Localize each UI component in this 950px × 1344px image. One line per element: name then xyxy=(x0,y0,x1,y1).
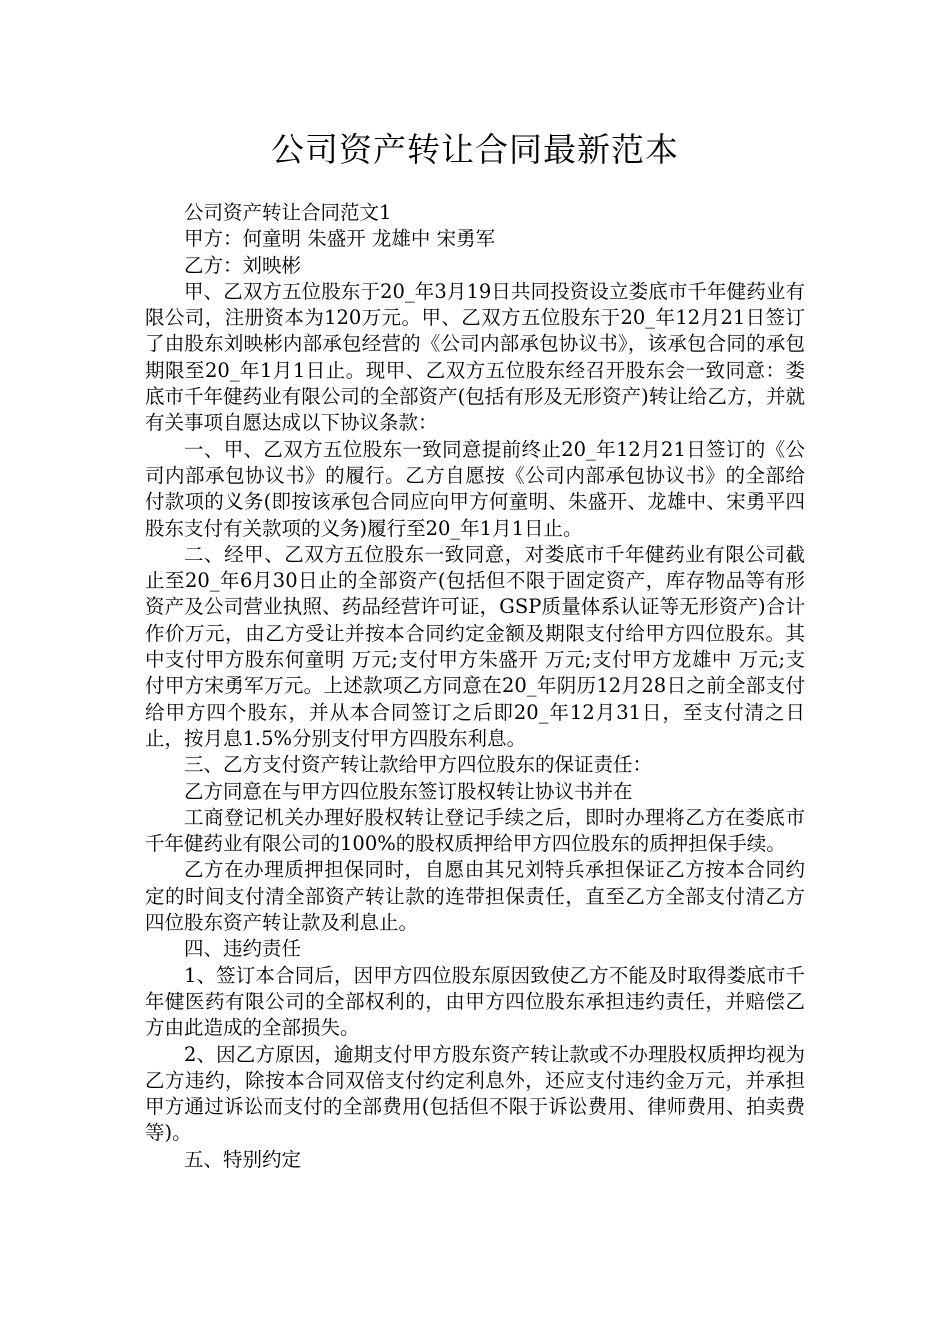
paragraph-clause-4-heading: 四、违约责任 xyxy=(184,937,302,961)
paragraph-breach-2: 2、因乙方原因，逾期支付甲方股东资产转让款或不办理股权质押均视为乙方违约，除按本合同双倍支付约定利息外，还应支付违约金万元，并承担甲方通过诉讼而支付的全部费用(包括但不限于诉讼费用、律师费用、拍卖费等)。 xyxy=(145,1042,805,1145)
paragraph-clause-2: 二、经甲、乙双方五位股东一致同意，对娄底市千年健药业有限公司截止至20_年6月30日止的全部资产(包括但不限于固定资产，库存物品等有形资产及公司营业执照、药品经营许可证，GSP质量体系认证等无形资产)合计作价万元，由乙方受让并按本合同约定金额及期限支付给甲方四位股东。其中支付甲方股东何童明 万元;支付甲方朱盛开 万元;支付甲方龙雄中 万元;支付甲方宋勇军万元。上述款项乙方同意在20_年阴历12月28日之前全部支付给甲方四个股东，并从本合同签订之后即20_年12月31日，至支付清之日止，按月息1.5%分别支付甲方四股东利息。 xyxy=(145,542,805,750)
paragraph-clause-3-line-2: 工商登记机关办理好股权转让登记手续之后，即时办理将乙方在娄底市千年健药业有限公司的100%的股权质押给甲方四位股东的质押担保手续。 xyxy=(145,805,805,856)
paragraph-party-b: 乙方：刘映彬 xyxy=(184,253,302,277)
paragraph-clause-5-heading: 五、特别约定 xyxy=(184,1147,302,1171)
paragraph-guarantee: 乙方在办理质押担保同时，自愿由其兄刘特兵承担保证乙方按本合同约定的时间支付清全部资产转让款的连带担保责任，直至乙方全部支付清乙方四位股东资产转让款及利息止。 xyxy=(145,858,805,935)
paragraph-sample-heading: 公司资产转让合同范文1 xyxy=(184,201,392,224)
paragraph-clause-3-line-1: 乙方同意在与甲方四位股东签订股权转让协议书并在 xyxy=(184,779,633,803)
document-title: 公司资产转让合同最新范本 xyxy=(271,130,679,169)
paragraph-preamble: 甲、乙双方五位股东于20_年3月19日共同投资设立娄底市千年健药业有限公司，注册资本为120万元。甲、乙双方五位股东于20_年12月21日签订了由股东刘映彬内部承包经营的《公司内部承包协议书》，该承包合同的承包期限至20_年1月1日止。现甲、乙双方五位股东经召开股东会一致同意：娄底市千年健药业有限公司的全部资产(包括有形及无形资产)转让给乙方，并就有关事项自愿达成以下协议条款： xyxy=(145,279,805,435)
paragraph-clause-3-heading: 三、乙方支付资产转让款给甲方四位股东的保证责任： xyxy=(184,753,653,777)
paragraph-breach-1: 1、签订本合同后，因甲方四位股东原因致使乙方不能及时取得娄底市千年健医药有限公司的全部权利的，由甲方四位股东承担违约责任，并赔偿乙方由此造成的全部损失。 xyxy=(145,963,805,1040)
paragraph-clause-1: 一、甲、乙双方五位股东一致同意提前终止20_年12月21日签订的《公司内部承包协议书》的履行。乙方自愿按《公司内部承包协议书》的全部给付款项的义务(即按该承包合同应向甲方何童明、朱盛开、龙雄中、宋勇平四股东支付有关款项的义务)履行至20_年1月1日止。 xyxy=(145,437,805,540)
paragraph-party-a: 甲方：何童明 朱盛开 龙雄中 宋勇军 xyxy=(184,227,496,251)
document-body xyxy=(145,200,805,1173)
